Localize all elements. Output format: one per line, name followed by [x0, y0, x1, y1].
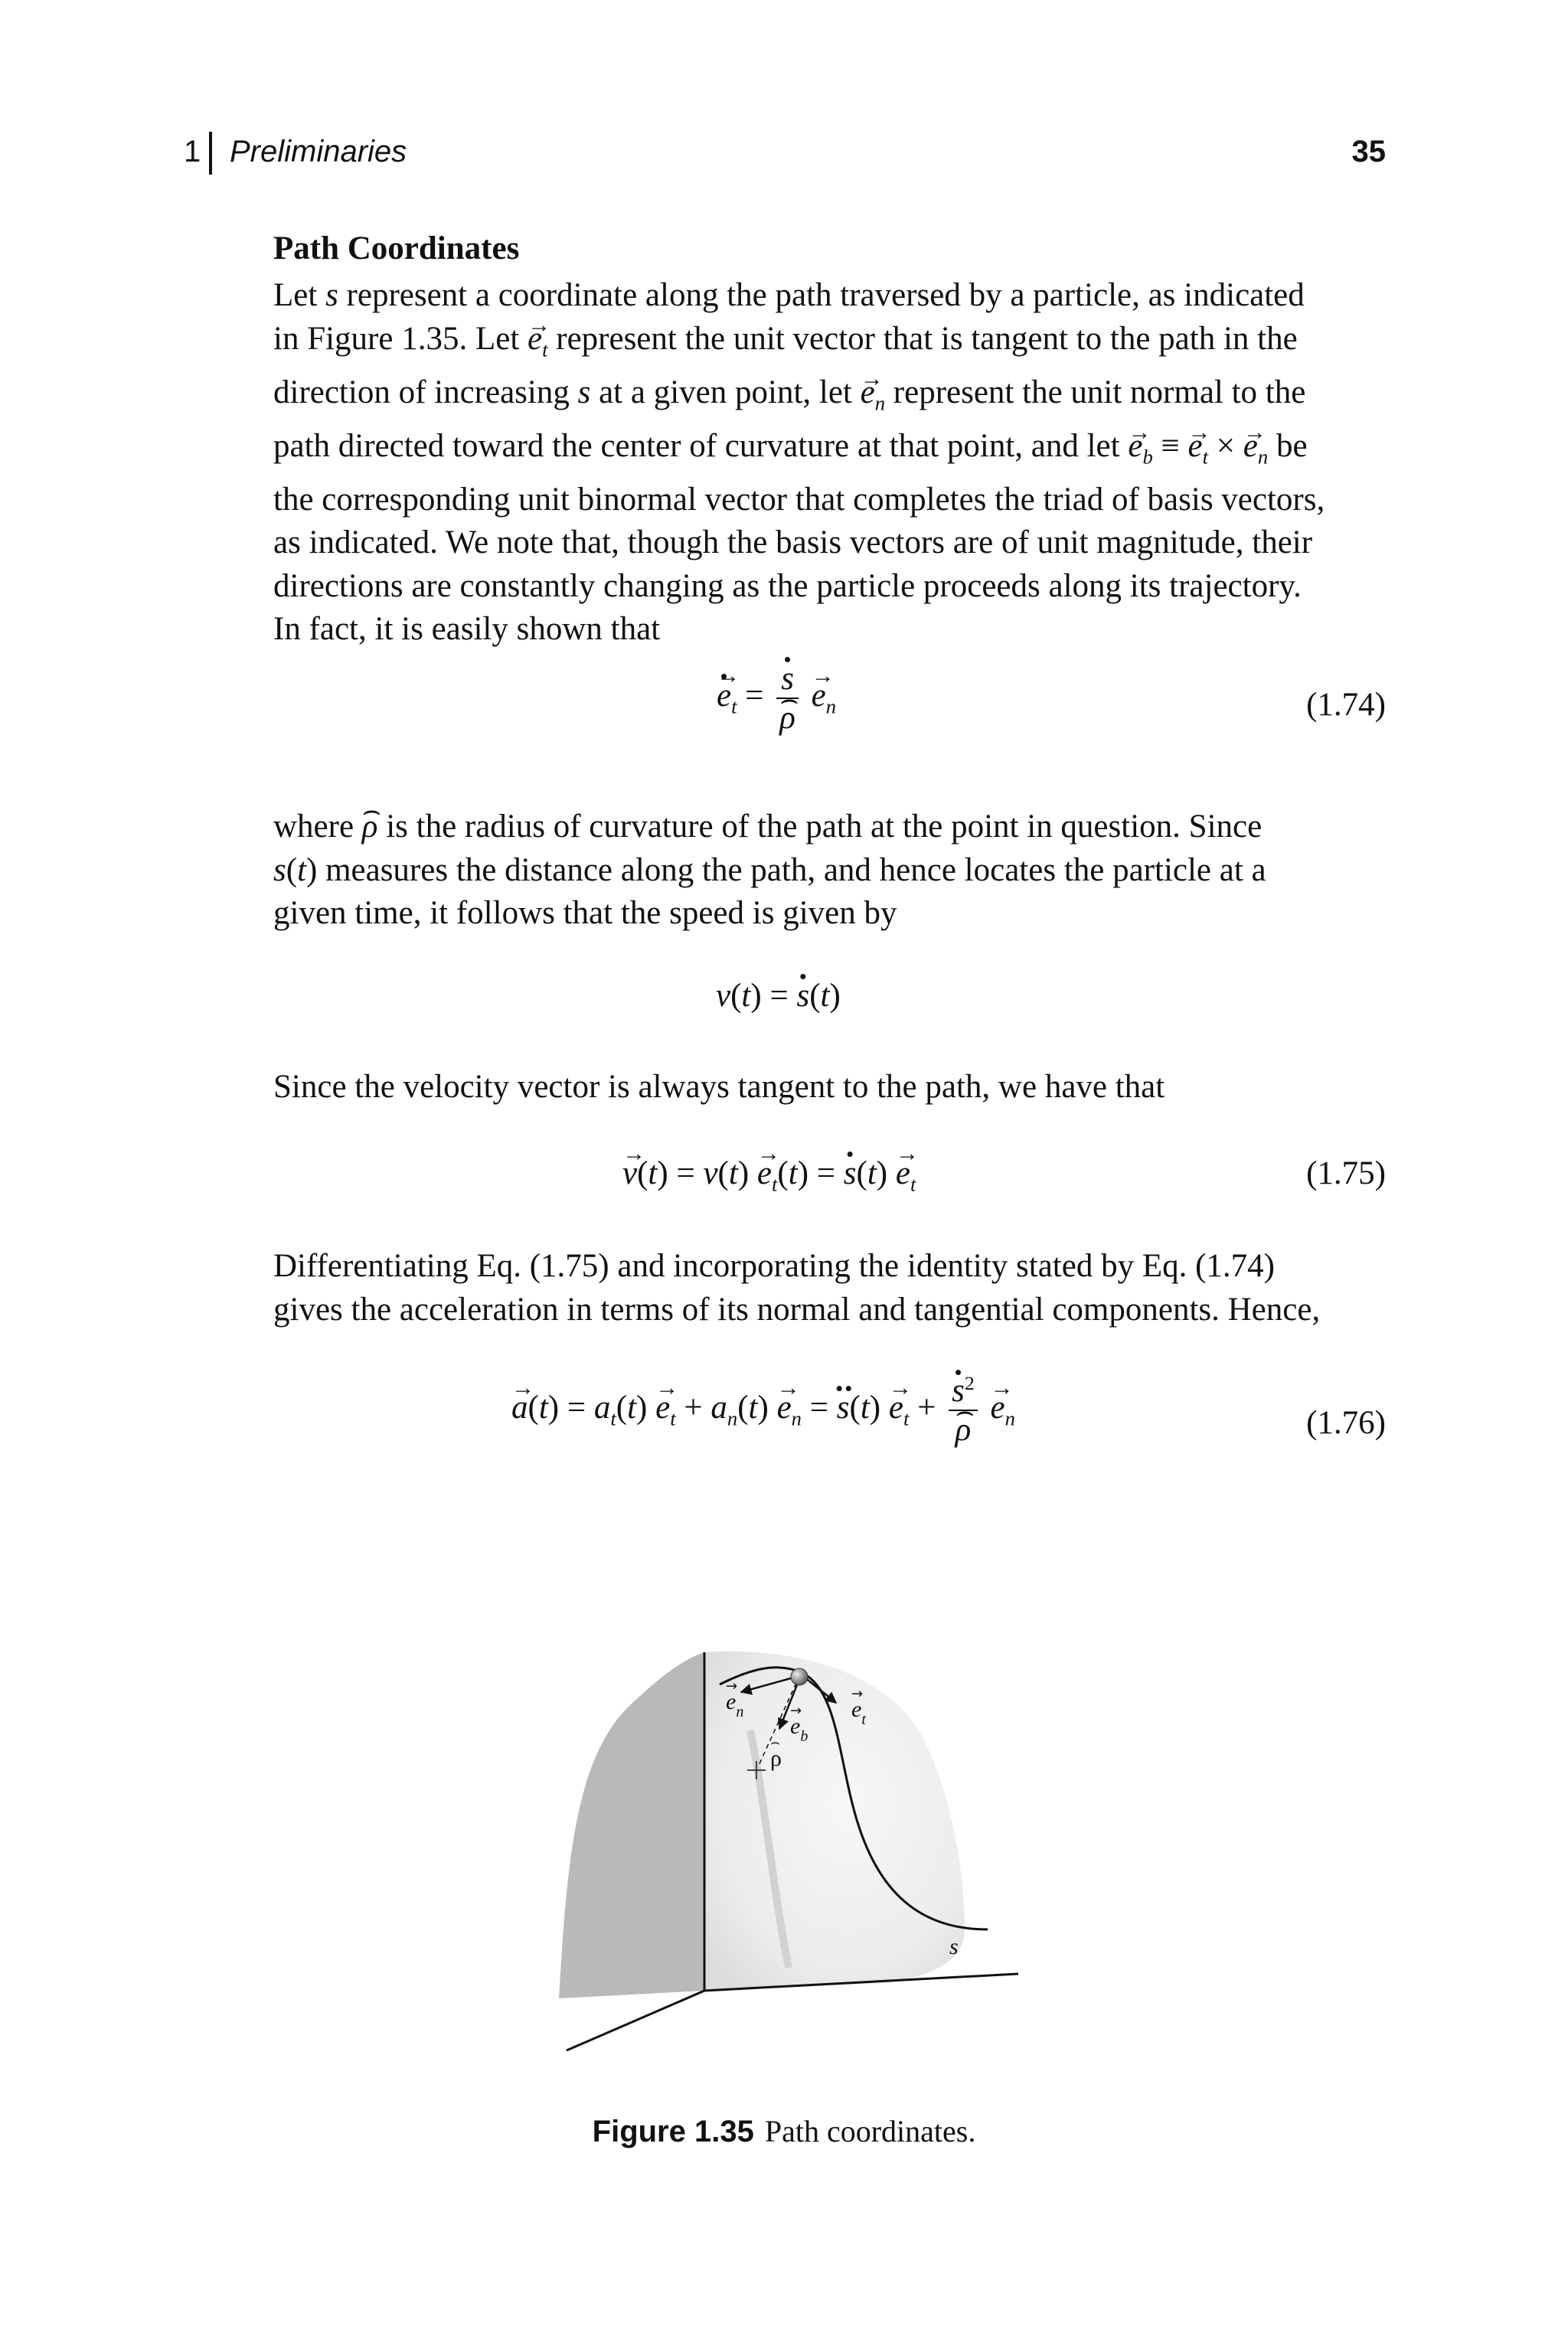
equation-speed: v(t) = s ·(t): [716, 977, 841, 1014]
p1-line7: directions are constantly changing as the particle proceeds along its trajectory.: [273, 567, 1302, 604]
equation-1-74: → $e \cdot_t$ = s · ⌢ ρ → $e_n$: [717, 660, 836, 737]
figure-caption: [0, 2113, 1568, 2149]
figure-wall: [559, 1652, 704, 1998]
p4-line1: Differentiating Eq. (1.75) and incorporating the identity stated by Eq. (1.74): [273, 1248, 1275, 1284]
figure-label-rho-hat: ⌢: [770, 1733, 781, 1751]
equation-number-1-75: (1.75): [1306, 1155, 1386, 1191]
equation-number-1-76: (1.76): [1306, 1405, 1386, 1441]
p1-line1: Let s represent a coordinate along the path traversed by a particle, as indicated: [273, 277, 1305, 313]
equation-1-75: → $v(t) = v(t) \to e_t(t) = s \cdot(t) \to e_t$: [622, 1155, 916, 1197]
paragraph-acceleration: [273, 1245, 1386, 1331]
chapter-number: 1: [184, 135, 201, 168]
p2-line2: s(t) measures the distance along the path, and hence locates the particle at a: [273, 851, 1266, 888]
figure-label-en-arrow: →: [726, 1678, 738, 1694]
p4-line2: gives the acceleration in terms of its normal and tangential components. Hence,: [273, 1291, 1321, 1328]
p3-line1: Since the velocity vector is always tangent to the path, we have that: [273, 1069, 1165, 1105]
figure-label-s: s: [949, 1934, 959, 1959]
p1-line8: In fact, it is easily shown that: [273, 611, 661, 648]
figure-particle: [791, 1668, 808, 1685]
paragraph-intro: [273, 274, 1386, 652]
p1-line3: direction of increasing s at a given point, let → $e_n$ represent the unit normal to the: [273, 371, 1386, 425]
p2-line1: where ⌢ ρ is the radius of curvature of the path at the point in question. Since: [273, 805, 1386, 849]
page-number: 35: [1351, 135, 1386, 168]
figure-label-eb: $e_b$: [790, 1714, 808, 1745]
chapter-title: Preliminaries: [230, 135, 407, 168]
section-title: Path Coordinates: [273, 230, 520, 266]
figure-caption-label: Figure 1.35: [592, 2115, 754, 2148]
figure-label-en: $e_n$: [726, 1689, 744, 1720]
paragraph-radius: [273, 805, 1386, 936]
figure-label-eb-arrow: →: [790, 1703, 802, 1719]
paragraph-velocity: [273, 1066, 1386, 1109]
p1-line6: as indicated. We note that, though the basis vectors are of unit magnitude, their: [273, 524, 1313, 561]
equation-number-1-74: (1.74): [1306, 687, 1386, 723]
equation-1-76: → $a(t) = a_t(t) \to e_t + a_n(t) \to e_n = s \cdot\cdot(t) \to e_t$ + s ·$^2$ ⌢ ρ → $e_n$: [511, 1372, 1015, 1449]
figure-label-rho: ρ: [770, 1746, 782, 1771]
p1-line2: in Figure 1.35. Let → $e_t$ represent the unit vector that is tangent to the path in the: [273, 318, 1386, 371]
path-coordinates-figure: [536, 1638, 1072, 2090]
figure-label-et: $e_t$: [851, 1697, 866, 1728]
figure-floor-axis-left: [567, 1991, 704, 2050]
p1-line5: the corresponding unit binormal vector that completes the triad of basis vectors,: [273, 481, 1325, 518]
header-divider: [209, 132, 212, 175]
figure-label-et-arrow: →: [851, 1686, 864, 1702]
p1-line4: path directed toward the center of curvature at that point, and let → $e_b$ ≡ → $e_t$ × → $e_n$ be: [273, 425, 1386, 479]
p2-line3: given time, it follows that the speed is given by: [273, 895, 897, 931]
figure-caption-text: Path coordinates.: [764, 2114, 976, 2148]
